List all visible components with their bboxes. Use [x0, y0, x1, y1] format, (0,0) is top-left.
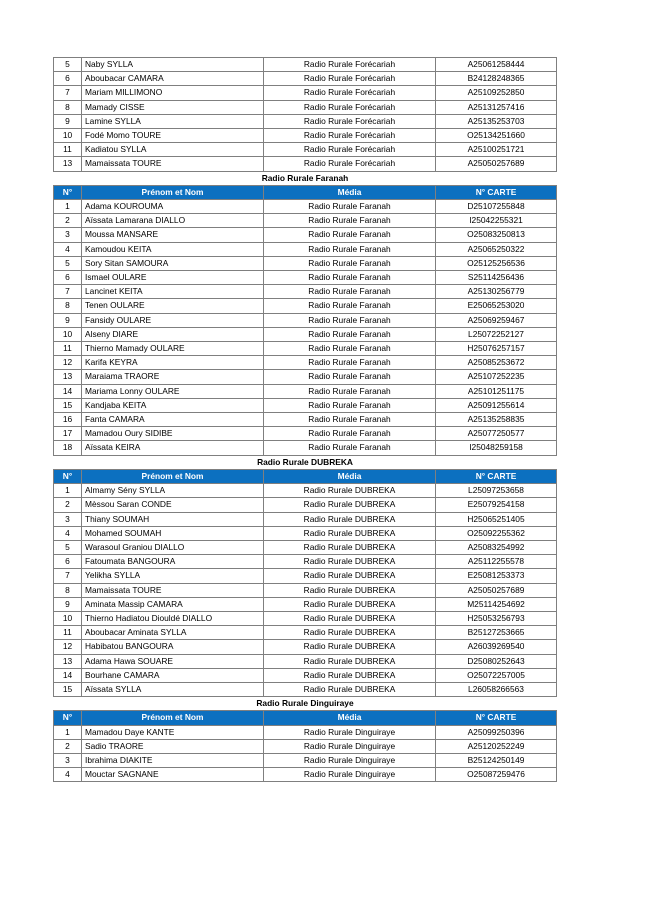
row-name: Aboubacar Aminata SYLLA: [82, 626, 264, 640]
row-name: Mariama Lonny OULARE: [82, 384, 264, 398]
section-title-row: [54, 697, 557, 711]
row-media: Radio Rurale Faranah: [264, 242, 436, 256]
row-card-number: A25120252249: [436, 739, 557, 753]
row-card-number: A25065250322: [436, 242, 557, 256]
row-number: 1: [54, 725, 82, 739]
table-row: [54, 271, 557, 285]
row-card-number: A25130256779: [436, 285, 557, 299]
row-name: Maraiama TRAORE: [82, 370, 264, 384]
row-number: 3: [54, 512, 82, 526]
row-media: Radio Rurale DUBREKA: [264, 682, 436, 696]
row-name: Warasoul Graniou DIALLO: [82, 540, 264, 554]
row-media: Radio Rurale Forécariah: [264, 129, 436, 143]
row-media: Radio Rurale DUBREKA: [264, 626, 436, 640]
document-page: [53, 57, 556, 782]
row-card-number: O25087259476: [436, 768, 557, 782]
row-media: Radio Rurale DUBREKA: [264, 640, 436, 654]
table-row: [54, 86, 557, 100]
header-name: Prénom et Nom: [82, 185, 264, 199]
row-name: Habibatou BANGOURA: [82, 640, 264, 654]
row-number: 14: [54, 668, 82, 682]
row-media: Radio Rurale Faranah: [264, 327, 436, 341]
row-media: Radio Rurale Faranah: [264, 313, 436, 327]
table-row: [54, 682, 557, 696]
table-row: [54, 526, 557, 540]
row-name: Lancinet KEITA: [82, 285, 264, 299]
table-row: [54, 384, 557, 398]
table-row: [54, 299, 557, 313]
table-row: [54, 58, 557, 72]
table-row: [54, 597, 557, 611]
header-media: Média: [264, 711, 436, 725]
table-header-row: [54, 711, 557, 725]
table-row: [54, 200, 557, 214]
row-media: Radio Rurale Faranah: [264, 214, 436, 228]
row-number: 9: [54, 313, 82, 327]
row-number: 10: [54, 129, 82, 143]
table-row: [54, 725, 557, 739]
row-name: Mamady CISSE: [82, 100, 264, 114]
row-number: 11: [54, 342, 82, 356]
row-media: Radio Rurale DUBREKA: [264, 569, 436, 583]
row-name: Mamaissata TOURE: [82, 583, 264, 597]
row-media: Radio Rurale Faranah: [264, 256, 436, 270]
row-number: 14: [54, 384, 82, 398]
row-name: Aïssata Lamarana DIALLO: [82, 214, 264, 228]
row-number: 15: [54, 682, 82, 696]
table-row: [54, 555, 557, 569]
row-number: 2: [54, 214, 82, 228]
table-row: [54, 611, 557, 625]
row-media: Radio Rurale Faranah: [264, 413, 436, 427]
row-number: 8: [54, 583, 82, 597]
row-name: Mariam MILLIMONO: [82, 86, 264, 100]
row-name: Lamine SYLLA: [82, 114, 264, 128]
row-number: 1: [54, 484, 82, 498]
row-media: Radio Rurale DUBREKA: [264, 654, 436, 668]
row-media: Radio Rurale Forécariah: [264, 157, 436, 171]
row-name: Aminata Massip CAMARA: [82, 597, 264, 611]
row-media: Radio Rurale Faranah: [264, 271, 436, 285]
row-number: 13: [54, 157, 82, 171]
row-name: Ismael OULARE: [82, 271, 264, 285]
row-name: Fodé Momo TOURE: [82, 129, 264, 143]
row-media: Radio Rurale DUBREKA: [264, 668, 436, 682]
row-card-number: A25077250577: [436, 427, 557, 441]
row-media: Radio Rurale DUBREKA: [264, 555, 436, 569]
table-row: [54, 327, 557, 341]
row-card-number: I25048259158: [436, 441, 557, 455]
row-media: Radio Rurale DUBREKA: [264, 526, 436, 540]
row-name: Mohamed SOUMAH: [82, 526, 264, 540]
header-media: Média: [264, 469, 436, 483]
row-card-number: A25109252850: [436, 86, 557, 100]
header-card: N° CARTE: [436, 469, 557, 483]
table-row: [54, 143, 557, 157]
table-row: [54, 228, 557, 242]
table-row: [54, 413, 557, 427]
row-card-number: H25053256793: [436, 611, 557, 625]
row-number: 12: [54, 356, 82, 370]
table-row: [54, 285, 557, 299]
row-number: 15: [54, 398, 82, 412]
row-card-number: H25065251405: [436, 512, 557, 526]
row-name: Alseny DIARE: [82, 327, 264, 341]
row-name: Kandjaba KEITA: [82, 398, 264, 412]
header-name: Prénom et Nom: [82, 711, 264, 725]
row-media: Radio Rurale Dinguiraye: [264, 739, 436, 753]
section-title: Radio Rurale Faranah: [261, 172, 349, 183]
row-card-number: O25092255362: [436, 526, 557, 540]
row-media: Radio Rurale DUBREKA: [264, 498, 436, 512]
row-media: Radio Rurale Forécariah: [264, 114, 436, 128]
row-number: 13: [54, 654, 82, 668]
table-row: [54, 114, 557, 128]
row-number: 11: [54, 626, 82, 640]
row-number: 1: [54, 200, 82, 214]
row-media: Radio Rurale Faranah: [264, 441, 436, 455]
row-card-number: B24128248365: [436, 72, 557, 86]
header-media: Média: [264, 185, 436, 199]
row-number: 4: [54, 242, 82, 256]
row-number: 6: [54, 555, 82, 569]
accreditation-table: [53, 57, 557, 782]
row-media: Radio Rurale DUBREKA: [264, 583, 436, 597]
row-number: 5: [54, 58, 82, 72]
row-media: Radio Rurale Faranah: [264, 228, 436, 242]
table-row: [54, 356, 557, 370]
row-card-number: A25083254992: [436, 540, 557, 554]
row-name: Thierno Hadiatou Diouldé DIALLO: [82, 611, 264, 625]
row-card-number: A25050257689: [436, 583, 557, 597]
row-number: 3: [54, 228, 82, 242]
row-number: 7: [54, 86, 82, 100]
row-media: Radio Rurale Dinguiraye: [264, 768, 436, 782]
table-row: [54, 242, 557, 256]
row-media: Radio Rurale Faranah: [264, 427, 436, 441]
table-row: [54, 626, 557, 640]
row-number: 9: [54, 114, 82, 128]
table-row: [54, 768, 557, 782]
row-name: Mèssou Saran CONDE: [82, 498, 264, 512]
row-name: Fanta CAMARA: [82, 413, 264, 427]
row-media: Radio Rurale DUBREKA: [264, 597, 436, 611]
row-number: 8: [54, 100, 82, 114]
row-name: Aïssata KEIRA: [82, 441, 264, 455]
row-number: 5: [54, 540, 82, 554]
row-number: 4: [54, 768, 82, 782]
table-row: [54, 427, 557, 441]
row-media: Radio Rurale Faranah: [264, 398, 436, 412]
row-name: Naby SYLLA: [82, 58, 264, 72]
table-row: [54, 739, 557, 753]
table-header-row: [54, 469, 557, 483]
row-card-number: A25050257689: [436, 157, 557, 171]
row-number: 6: [54, 72, 82, 86]
row-media: Radio Rurale Forécariah: [264, 143, 436, 157]
row-name: Fatoumata BANGOURA: [82, 555, 264, 569]
row-number: 8: [54, 299, 82, 313]
row-number: 3: [54, 753, 82, 767]
table-row: [54, 668, 557, 682]
row-media: Radio Rurale Faranah: [264, 342, 436, 356]
row-number: 5: [54, 256, 82, 270]
row-card-number: A26039269540: [436, 640, 557, 654]
row-media: Radio Rurale Dinguiraye: [264, 725, 436, 739]
row-card-number: M25114254692: [436, 597, 557, 611]
row-name: Ibrahima DIAKITE: [82, 753, 264, 767]
row-name: Sadio TRAORE: [82, 739, 264, 753]
row-number: 2: [54, 498, 82, 512]
row-media: Radio Rurale Faranah: [264, 299, 436, 313]
section-title: Radio Rurale DUBREKA: [257, 456, 353, 467]
row-number: 18: [54, 441, 82, 455]
table-row: [54, 313, 557, 327]
row-card-number: A25112255578: [436, 555, 557, 569]
header-number: N°: [54, 711, 82, 725]
row-media: Radio Rurale DUBREKA: [264, 484, 436, 498]
row-name: Thiany SOUMAH: [82, 512, 264, 526]
row-card-number: A25101251175: [436, 384, 557, 398]
row-number: 2: [54, 739, 82, 753]
table-body: [54, 58, 557, 782]
row-number: 9: [54, 597, 82, 611]
row-card-number: S25114256436: [436, 271, 557, 285]
row-name: Karifa KEYRA: [82, 356, 264, 370]
row-name: Aboubacar CAMARA: [82, 72, 264, 86]
row-card-number: L26058266563: [436, 682, 557, 696]
table-row: [54, 583, 557, 597]
row-card-number: L25072252127: [436, 327, 557, 341]
row-name: Kadiatou SYLLA: [82, 143, 264, 157]
row-card-number: E25065253020: [436, 299, 557, 313]
header-name: Prénom et Nom: [82, 469, 264, 483]
row-number: 16: [54, 413, 82, 427]
table-row: [54, 342, 557, 356]
row-name: Tenen OULARE: [82, 299, 264, 313]
row-card-number: A25131257416: [436, 100, 557, 114]
row-card-number: A25100251721: [436, 143, 557, 157]
section-title: Radio Rurale Dinguiraye: [256, 698, 354, 709]
row-name: Adama Hawa SOUARE: [82, 654, 264, 668]
row-card-number: D25080252643: [436, 654, 557, 668]
row-number: 10: [54, 611, 82, 625]
table-row: [54, 72, 557, 86]
table-row: [54, 256, 557, 270]
row-media: Radio Rurale Faranah: [264, 285, 436, 299]
row-name: Mamadou Daye KANTE: [82, 725, 264, 739]
row-card-number: A25069259467: [436, 313, 557, 327]
row-media: Radio Rurale Forécariah: [264, 100, 436, 114]
table-header-row: [54, 185, 557, 199]
row-card-number: D25107255848: [436, 200, 557, 214]
row-card-number: A25099250396: [436, 725, 557, 739]
header-number: N°: [54, 469, 82, 483]
row-number: 13: [54, 370, 82, 384]
row-card-number: H25076257157: [436, 342, 557, 356]
row-media: Radio Rurale Faranah: [264, 370, 436, 384]
row-card-number: A25107252235: [436, 370, 557, 384]
table-row: [54, 100, 557, 114]
row-media: Radio Rurale Forécariah: [264, 72, 436, 86]
table-row: [54, 214, 557, 228]
row-card-number: A25135253703: [436, 114, 557, 128]
row-name: Almamy Sény SYLLA: [82, 484, 264, 498]
row-media: Radio Rurale DUBREKA: [264, 512, 436, 526]
section-title-row: [54, 171, 557, 185]
row-card-number: E25081253373: [436, 569, 557, 583]
table-row: [54, 498, 557, 512]
table-row: [54, 540, 557, 554]
table-row: [54, 654, 557, 668]
row-name: Fansidy OULARE: [82, 313, 264, 327]
section-title-row: [54, 455, 557, 469]
header-number: N°: [54, 185, 82, 199]
table-row: [54, 640, 557, 654]
table-row: [54, 129, 557, 143]
row-card-number: B25127253665: [436, 626, 557, 640]
row-name: Sory Sitan SAMOURA: [82, 256, 264, 270]
row-media: Radio Rurale DUBREKA: [264, 540, 436, 554]
row-name: Kamoudou KEITA: [82, 242, 264, 256]
row-number: 11: [54, 143, 82, 157]
row-name: Aïssata SYLLA: [82, 682, 264, 696]
row-number: 7: [54, 285, 82, 299]
row-media: Radio Rurale DUBREKA: [264, 611, 436, 625]
row-media: Radio Rurale Faranah: [264, 384, 436, 398]
row-name: Moussa MANSARE: [82, 228, 264, 242]
row-name: Mamadou Oury SIDIBE: [82, 427, 264, 441]
header-card: N° CARTE: [436, 185, 557, 199]
row-card-number: B25124250149: [436, 753, 557, 767]
row-name: Bourhane CAMARA: [82, 668, 264, 682]
row-number: 4: [54, 526, 82, 540]
row-name: Thierno Mamady OULARE: [82, 342, 264, 356]
row-card-number: E25079254158: [436, 498, 557, 512]
row-card-number: O25134251660: [436, 129, 557, 143]
row-card-number: L25097253658: [436, 484, 557, 498]
row-card-number: A25135258835: [436, 413, 557, 427]
row-card-number: I25042255321: [436, 214, 557, 228]
row-media: Radio Rurale Forécariah: [264, 58, 436, 72]
row-card-number: A25085253672: [436, 356, 557, 370]
row-number: 7: [54, 569, 82, 583]
header-card: N° CARTE: [436, 711, 557, 725]
table-row: [54, 753, 557, 767]
row-media: Radio Rurale Dinguiraye: [264, 753, 436, 767]
row-card-number: O25125256536: [436, 256, 557, 270]
table-row: [54, 569, 557, 583]
row-name: Adama KOUROUMA: [82, 200, 264, 214]
table-row: [54, 157, 557, 171]
row-card-number: A25061258444: [436, 58, 557, 72]
row-media: Radio Rurale Faranah: [264, 200, 436, 214]
table-row: [54, 398, 557, 412]
table-row: [54, 370, 557, 384]
row-number: 17: [54, 427, 82, 441]
row-number: 10: [54, 327, 82, 341]
row-card-number: A25091255614: [436, 398, 557, 412]
row-number: 12: [54, 640, 82, 654]
row-media: Radio Rurale Forécariah: [264, 86, 436, 100]
row-name: Mamaissata TOURE: [82, 157, 264, 171]
row-number: 6: [54, 271, 82, 285]
table-row: [54, 512, 557, 526]
row-card-number: O25083250813: [436, 228, 557, 242]
row-name: Yelikha SYLLA: [82, 569, 264, 583]
row-card-number: O25072257005: [436, 668, 557, 682]
row-media: Radio Rurale Faranah: [264, 356, 436, 370]
table-row: [54, 484, 557, 498]
table-row: [54, 441, 557, 455]
row-name: Mouctar SAGNANE: [82, 768, 264, 782]
